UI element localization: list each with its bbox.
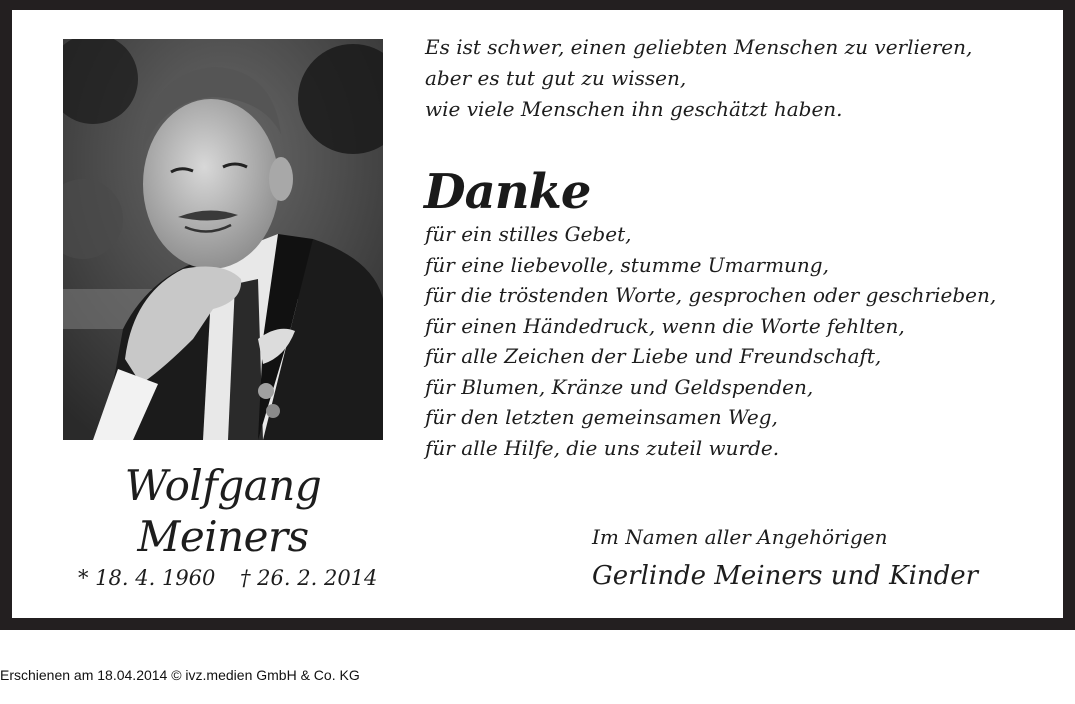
- thanks-line: für die tröstenden Worte, gesprochen oder geschrieben,: [425, 283, 997, 307]
- verse: [425, 32, 1045, 125]
- verse-line: wie viele Menschen ihn geschätzt haben.: [425, 97, 843, 121]
- obituary-card: [12, 10, 1063, 618]
- thanks-line: für alle Zeichen der Liebe und Freundschaft,: [425, 344, 882, 368]
- portrait-photo: [63, 39, 383, 440]
- signature-names: Gerlinde Meiners und Kinder: [592, 561, 979, 591]
- thanks-line: für Blumen, Kränze und Geldspenden,: [425, 374, 814, 399]
- thanks-list: [425, 219, 1055, 463]
- thanks-line: für eine liebevolle, stumme Umarmung,: [425, 252, 829, 277]
- thanks-line: für den letzten gemeinsamen Weg,: [425, 405, 778, 429]
- birth-date: * 18. 4. 1960: [78, 566, 216, 590]
- death-date: † 26. 2. 2014: [240, 566, 378, 590]
- deceased-last-name: Meiners: [137, 512, 309, 561]
- thanks-line: für alle Hilfe, die uns zuteil wurde.: [425, 435, 780, 460]
- publication-footer: Erschienen am 18.04.2014 © ivz.medien GmbH & Co. KG: [0, 667, 360, 683]
- deceased-first-name: Wolfgang: [124, 461, 322, 510]
- signature-intro: Im Namen aller Angehörigen: [592, 525, 888, 549]
- verse-line: aber es tut gut zu wissen,: [425, 66, 687, 90]
- thanks-line: für ein stilles Gebet,: [425, 222, 632, 246]
- deceased-name: [63, 460, 383, 562]
- headline-danke: Danke: [424, 164, 591, 220]
- thanks-line: für einen Händedruck, wenn die Worte fehlten,: [425, 313, 905, 338]
- verse-line: Es ist schwer, einen geliebten Menschen zu verlieren,: [425, 35, 973, 59]
